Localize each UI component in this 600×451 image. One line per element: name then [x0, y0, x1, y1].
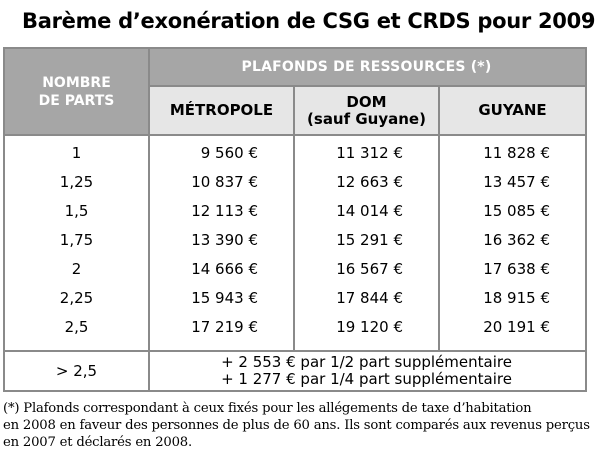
header-divider	[5, 134, 585, 136]
column-header-metropole: MÉTROPOLE	[148, 85, 293, 134]
cell-parts: 2,5	[64, 318, 89, 336]
cell-dom: 19 120 €	[336, 318, 403, 336]
cell-guyane: 15 085 €	[483, 202, 550, 220]
cell-guyane: 13 457 €	[483, 173, 550, 191]
supplement-half-part: + 2 553 € par 1/2 part supplémentaire	[221, 353, 512, 371]
cell-parts: 1,5	[64, 202, 89, 220]
cell-metropole: 14 666 €	[191, 260, 258, 278]
header-number-of-parts	[5, 49, 148, 134]
cell-metropole: 9 560 €	[200, 144, 258, 162]
extra-row-parts: > 2,5	[55, 362, 98, 380]
cell-dom: 14 014 €	[336, 202, 403, 220]
cell-guyane: 18 915 €	[483, 289, 550, 307]
footnote-line-1: (*) Plafonds correspondant à ceux fixés pour les allégements de taxe d’habitation	[3, 401, 532, 416]
extra-row-supplements	[148, 352, 585, 390]
cell-dom: 12 663 €	[336, 173, 403, 191]
header-parts-line-2: DE PARTS	[38, 92, 115, 109]
table-row	[5, 288, 585, 317]
cell-metropole: 10 837 €	[191, 173, 258, 191]
table-body	[5, 143, 585, 346]
exemption-table	[3, 47, 587, 392]
table-row	[5, 172, 585, 201]
cell-metropole: 13 390 €	[191, 231, 258, 249]
cell-guyane: 20 191 €	[483, 318, 550, 336]
cell-parts: 1,25	[59, 173, 94, 191]
cell-parts: 1	[71, 144, 82, 162]
table-row	[5, 201, 585, 230]
cell-guyane: 11 828 €	[483, 144, 550, 162]
table-row	[5, 143, 585, 172]
cell-dom: 17 844 €	[336, 289, 403, 307]
cell-parts: 2,25	[59, 289, 94, 307]
table-row	[5, 317, 585, 346]
table-row	[5, 230, 585, 259]
cell-guyane: 17 638 €	[483, 260, 550, 278]
cell-dom: 15 291 €	[336, 231, 403, 249]
cell-dom: 11 312 €	[336, 144, 403, 162]
header-parts-line-1: NOMBRE	[42, 74, 111, 91]
footnote-line-3: en 2007 et déclarés en 2008.	[3, 435, 192, 450]
supplement-quarter-part: + 1 277 € par 1/4 part supplémentaire	[221, 370, 512, 388]
header-resource-ceilings: PLAFONDS DE RESSOURCES (*)	[148, 49, 585, 85]
cell-metropole: 17 219 €	[191, 318, 258, 336]
cell-parts: 1,75	[59, 231, 94, 249]
footnote-line-2: en 2008 en faveur des personnes de plus de 60 ans. Ils sont comparés aux revenus perçus	[3, 418, 590, 433]
column-header-dom-line-1: DOM	[346, 92, 387, 111]
cell-parts: 2	[71, 260, 82, 278]
page-title: Barème d’exonération de CSG et CRDS pour 2009	[22, 9, 596, 33]
table-row	[5, 259, 585, 288]
footnote	[3, 400, 597, 451]
cell-guyane: 16 362 €	[483, 231, 550, 249]
column-header-dom-line-2: (sauf Guyane)	[307, 109, 426, 128]
cell-metropole: 12 113 €	[191, 202, 258, 220]
column-header-dom	[293, 85, 438, 134]
cell-metropole: 15 943 €	[191, 289, 258, 307]
column-header-guyane: GUYANE	[438, 85, 585, 134]
cell-dom: 16 567 €	[336, 260, 403, 278]
